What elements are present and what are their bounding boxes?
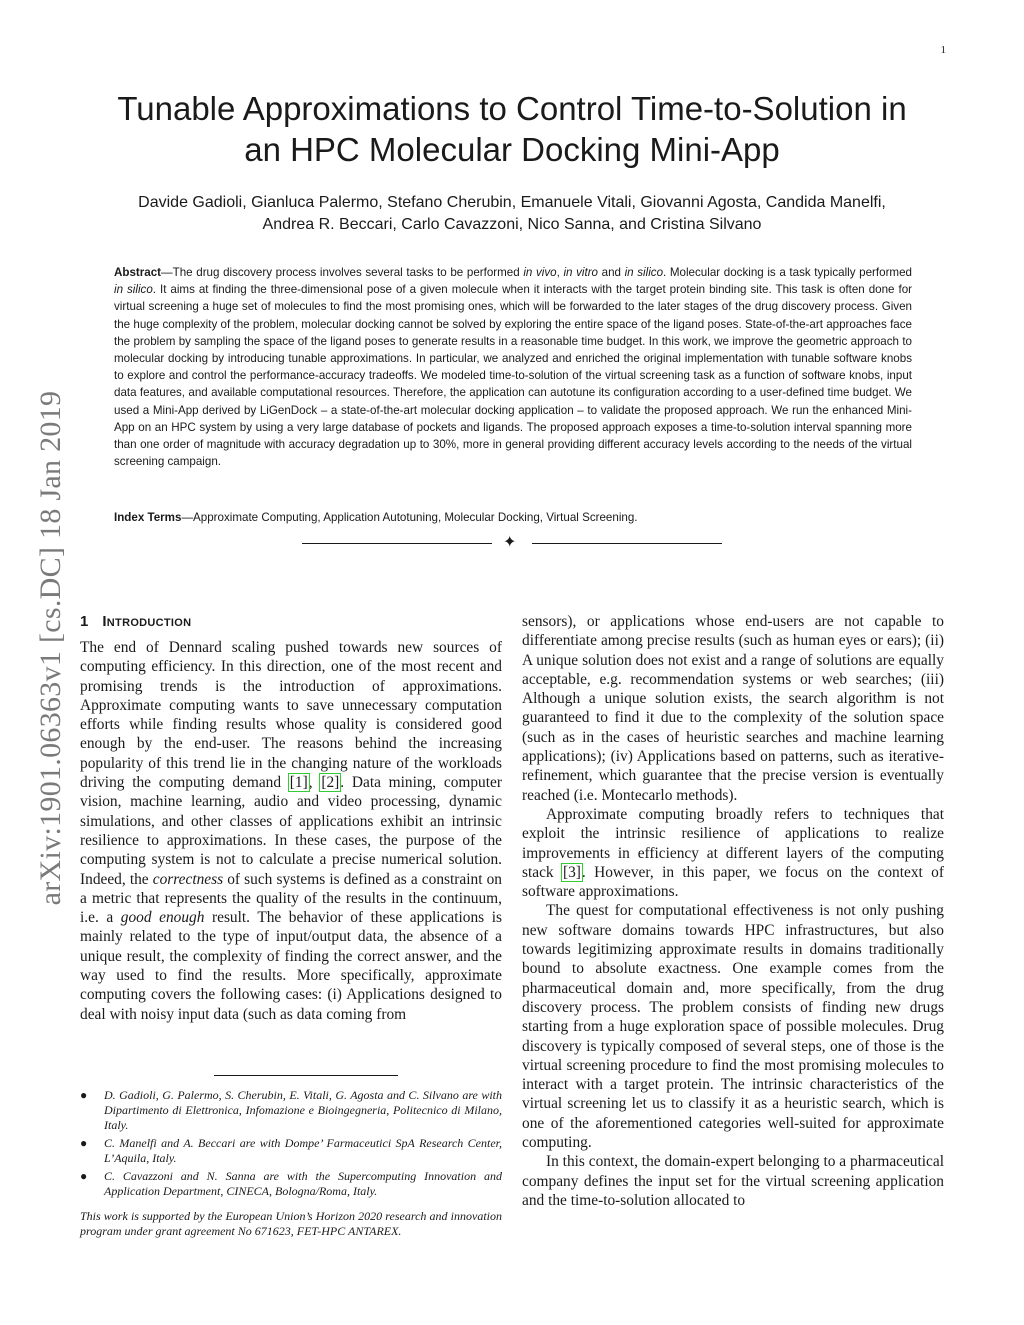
bullet-icon: ●: [80, 1136, 88, 1150]
paragraph-text: Approximate computing broadly refers to techniques that exploit the intrinsic resilience of applications to realize improvements in efficiency at different layers of the computing stack: [522, 805, 944, 881]
authors-line-1: Davide Gadioli, Gianluca Palermo, Stefano Cherubin, Emanuele Vitali, Giovanni Agosta, Candida Manelfi,: [138, 194, 886, 211]
section-heading: [80, 612, 502, 632]
funding-note: This work is supported by the European Union’s Horizon 2020 research and innovation program under grant agreement No 671623, FET-HPC ANTAREX.: [80, 1209, 502, 1238]
citation-link-1[interactable]: [1]: [289, 774, 308, 792]
footnote-affiliation: [80, 1088, 502, 1133]
index-terms: [114, 509, 912, 526]
footnote-text: D. Gadioli, G. Palermo, S. Cherubin, E. Vitali, G. Agosta and C. Silvano are with Dipartimento di Elettronica, Infomazione e Bioingegneria, Politecnico di Milano, Italy.: [104, 1088, 502, 1132]
abstract-emphasis: in silico: [114, 283, 153, 297]
footnote-text: C. Cavazzoni and N. Sanna are with the Supercomputing Innovation and Application Department, CINECA, Bologna/Roma, Italy.: [104, 1169, 502, 1198]
body-paragraph: The quest for computational effectiveness is not only pushing new software domains towards HPC infrastructures, but also towards legitimizing approximate results in domains traditionally bound to absolute exactness. One example comes from the pharmaceutical domain and, more specifically, from the drug discovery process. The problem consists of finding new drugs starting from a huge exploration space of possible molecules. Drug discovery is typically composed of several steps, one of those is the virtual screening procedure to find the most promising molecules to interact with a target protein. The intrinsic characteristics of the virtual screening let us to classify it as a heuristic search, which is one of the aforementioned categories well-suited for approximate computing.: [522, 902, 944, 1152]
page-number: 1: [940, 44, 946, 56]
footnotes: [80, 1088, 502, 1239]
footnote-affiliation: [80, 1136, 502, 1166]
abstract-emphasis: in silico: [624, 266, 664, 279]
paragraph-text: of such systems is defined as a constraint on a metric that represents the quality of the results in the continuum, i.e. a: [80, 870, 502, 927]
author-list: [60, 192, 964, 236]
section-divider: [302, 536, 722, 552]
title-line-2: an HPC Molecular Docking Mini-App: [244, 131, 780, 168]
abstract-label: Abstract: [114, 266, 162, 279]
footnote-text: C. Manelfi and A. Beccari are with Dompe’ Farmaceutici SpA Research Center, L’Aquila, Italy.: [104, 1136, 502, 1165]
abstract-text: —The drug discovery process involves several tasks to be performed: [161, 266, 524, 279]
divider-star-icon: ✦: [503, 534, 517, 551]
body-paragraph: sensors), or applications whose end-users are not capable to differentiate among precise results (such as human eyes or ears); (ii) A unique solution does not exist and a range of solutions are equally acceptable, e.g. recommendation systems or web searches; (iii) Although a unique solution exists, the search algorithm is not guaranteed to find it due to the complexity of the solution space (such as in the cases of heuristic searches and machine learning applications); (iv) Applications based on patterns, such as iterative-refinement, which guarantee that the precise version is eventually reached (i.e. Montecarlo methods).: [522, 613, 944, 804]
footnote-rule: [214, 1075, 398, 1076]
emphasis-correctness: correctness: [152, 870, 224, 888]
paragraph-text: result. The behavior of these applications is mainly related to the type of input/output data, the absence of a unique result, the complexity of finding the correct answer, and the way used to find the results. More specifically, approximate computing covers the following cases: (i) Applications designed to deal with noisy input data (such as data coming from: [80, 909, 502, 1023]
footnote-affiliation: [80, 1169, 502, 1199]
left-column: [80, 612, 502, 1024]
abstract-text: . It aims at finding the three-dimensional pose of a given molecule when it interacts with the target protein binding site. This task is often done for virtual screening a huge set of molecules to find the most promising ones, which will be forwarded to the later stages of the drug discovery process. Given the huge complexity of the problem, molecular docking cannot be solved by exploring the entire space of the ligand poses. State-of-the-art approaches face the problem by sampling the space of the ligand poses to generate results in a reasonable time budget. In this work, we improve the geometric approach to molecular docking by introducing tunable approximations. In particular, we analyzed and enriched the original implementation with tunable software knobs to explore and control the performance-accuracy tradeoffs. We modeled time-to-solution of the virtual screening task as a function of software knobs, input data features, and available computational resources. Therefore, the application can autotune its configuration according to a user-defined time budget. We used a Mini-App derived by LiGenDock – a state-of-the-art molecular docking application – to validate the proposed approach. We run the enhanced Mini-App on an HPC system by using a very large database of pockets and ligands. The proposed approach exposes a time-to-solution interval spanning more than one order of magnitude with accuracy degradation up to 30%, more in general providing different accuracy levels according to the needs of the virtual screening campaign.: [114, 283, 913, 469]
bullet-icon: ●: [80, 1169, 88, 1183]
paragraph-text: ,: [308, 774, 321, 792]
abstract-text: and: [598, 266, 625, 279]
emphasis-good-enough: good enough: [120, 909, 205, 927]
section-title: Introduction: [102, 613, 192, 630]
index-terms-text: —Approximate Computing, Application Autotuning, Molecular Docking, Virtual Screening.: [181, 511, 638, 524]
title-line-1: Tunable Approximations to Control Time-to-Solution in: [117, 90, 907, 127]
citation-link-2[interactable]: [2]: [321, 774, 340, 792]
bullet-icon: ●: [80, 1088, 88, 1102]
section-number: 1: [80, 613, 89, 630]
intro-paragraph: [80, 638, 502, 1024]
index-terms-label: Index Terms: [114, 511, 182, 524]
abstract-emphasis: in vivo: [523, 266, 557, 279]
authors-line-2: Andrea R. Beccari, Carlo Cavazzoni, Nico Sanna, and Cristina Silvano: [262, 216, 762, 233]
paragraph-text: . Data mining, computer vision, machine learning, audio and video processing, dynamic simulations, and other classes of applications exhibit an intrinsic resilience to approximations. In these cases, the purpose of the computing system is not to calculate a precise numerical solution. Indeed, the: [80, 774, 502, 888]
arxiv-identifier-stamp: arXiv:1901.06363v1 [cs.DC] 18 Jan 2019: [34, 390, 67, 906]
abstract-text: . Molecular docking is a task typically performed: [663, 266, 912, 279]
paragraph-text: The end of Dennard scaling pushed towards new sources of computing efficiency. In this direction, one of the most recent and promising trends is the introduction of approximations. Approximate computing wants to save unnecessary computation efforts while finding results whose quality is considered good enough by the end-user. The reasons behind the increasing popularity of this trend lie in the changing nature of the workloads driving the computing demand: [80, 639, 502, 792]
divider-rule-right: [532, 543, 722, 544]
citation-link-3[interactable]: [3]: [562, 863, 581, 881]
abstract-emphasis: in vitro: [563, 266, 599, 279]
paragraph-text: . However, in this paper, we focus on the context of software approximations.: [522, 863, 944, 901]
abstract-text: ,: [556, 266, 564, 279]
right-column: [522, 612, 944, 1210]
abstract: [114, 264, 912, 470]
body-paragraph: In this context, the domain-expert belonging to a pharmaceutical company defines the input set for the virtual screening application and the time-to-solution allocated to: [522, 1153, 944, 1209]
divider-rule-left: [302, 543, 492, 544]
body-paragraph: [522, 805, 944, 901]
paper-title: [80, 88, 944, 170]
